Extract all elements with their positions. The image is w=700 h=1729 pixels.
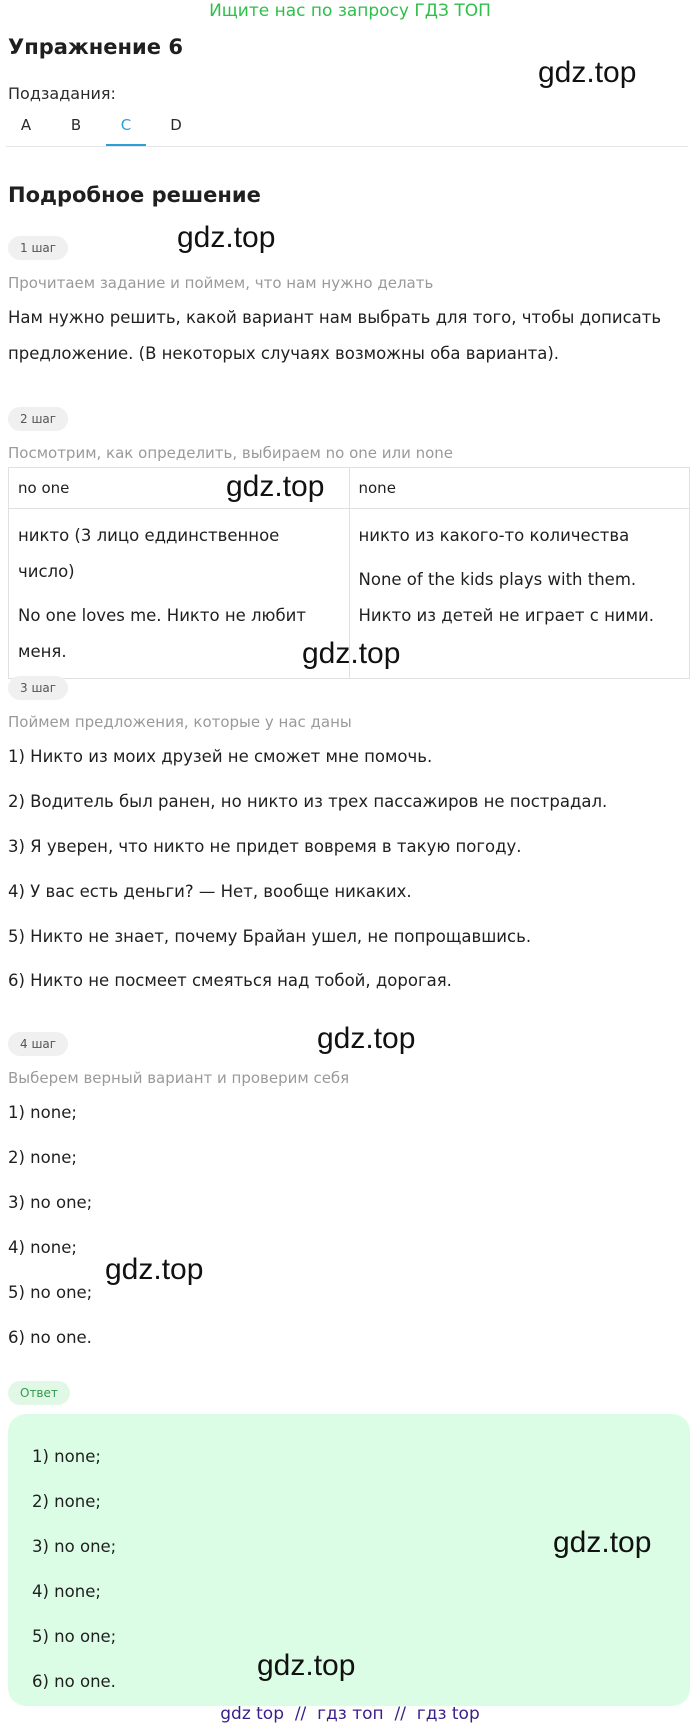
tabs-divider bbox=[6, 146, 688, 147]
step-badge: 3 шаг bbox=[8, 676, 68, 700]
table-cell bbox=[9, 509, 350, 679]
table-header-row bbox=[9, 468, 690, 509]
top-banner: Ищите нас по запросу ГДЗ ТОП bbox=[209, 1, 491, 21]
cell-text: никто из какого-то количества bbox=[358, 526, 630, 545]
answer-item: 6) no one. bbox=[32, 1672, 116, 1691]
list-item: 2) Водитель был ранен, но никто из трех пассажиров не пострадал. bbox=[8, 792, 608, 811]
cell-text: No one loves me. Никто не любит меня. bbox=[18, 606, 306, 661]
step-badge: 2 шаг bbox=[8, 407, 68, 431]
table-header-cell: no one bbox=[9, 468, 350, 509]
watermark: gdz.top bbox=[317, 1022, 416, 1055]
footer-links bbox=[0, 1704, 700, 1724]
list-item: 3) Я уверен, что никто не придет вовремя в такую погоду. bbox=[8, 837, 522, 856]
answer-item: 3) no one; bbox=[32, 1537, 117, 1556]
answer-badge: Ответ bbox=[8, 1381, 70, 1405]
subtask-tabs bbox=[6, 110, 686, 146]
list-item: 3) no one; bbox=[8, 1193, 93, 1212]
footer-separator: // bbox=[294, 1704, 307, 1724]
tab-d[interactable]: D bbox=[170, 116, 182, 134]
step-hint: Поймем предложения, которые у нас даны bbox=[8, 713, 352, 731]
step-badge: 1 шаг bbox=[8, 236, 68, 260]
table-header-cell: none bbox=[349, 468, 690, 509]
list-item: 6) no one. bbox=[8, 1328, 92, 1347]
exercise-title: Упражнение 6 bbox=[8, 35, 183, 59]
watermark: gdz.top bbox=[177, 221, 276, 254]
list-item: 6) Никто не посмеет смеяться над тобой, дорогая. bbox=[8, 971, 452, 990]
footer-link[interactable]: гдз топ bbox=[317, 1704, 384, 1724]
watermark: gdz.top bbox=[302, 637, 401, 670]
footer-separator: // bbox=[394, 1704, 406, 1724]
list-item: 5) Никто не знает, почему Брайан ушел, не попрощавшись. bbox=[8, 927, 532, 946]
solution-title: Подробное решение bbox=[8, 183, 261, 207]
answer-item: 4) none; bbox=[32, 1582, 101, 1601]
footer-link[interactable]: gdz top bbox=[220, 1704, 285, 1724]
footer-link[interactable]: гдз top bbox=[416, 1704, 480, 1724]
list-item: 4) none; bbox=[8, 1238, 77, 1257]
list-item: 2) none; bbox=[8, 1148, 77, 1167]
list-item: 1) none; bbox=[8, 1103, 77, 1122]
watermark: gdz.top bbox=[226, 470, 325, 503]
cell-text: None of the kids plays with them. bbox=[358, 570, 637, 589]
watermark: gdz.top bbox=[105, 1253, 204, 1286]
step-badge: 4 шаг bbox=[8, 1032, 68, 1056]
tab-b[interactable]: B bbox=[70, 116, 82, 134]
list-item: 5) no one; bbox=[8, 1283, 93, 1302]
subtasks-label: Подзадания: bbox=[8, 84, 116, 103]
step-hint: Выберем верный вариант и проверим себя bbox=[8, 1069, 350, 1087]
watermark: gdz.top bbox=[538, 56, 637, 89]
list-item: 1) Никто из моих друзей не сможет мне помочь. bbox=[8, 747, 433, 766]
cell-text: никто (3 лицо еддинственное число) bbox=[18, 526, 280, 581]
watermark: gdz.top bbox=[257, 1649, 356, 1682]
tab-a[interactable]: A bbox=[20, 116, 32, 134]
answer-item: 2) none; bbox=[32, 1492, 101, 1511]
tab-c[interactable]: C bbox=[106, 110, 146, 146]
answer-item: 1) none; bbox=[32, 1447, 101, 1466]
step-hint: Посмотрим, как определить, выбираем no one или none bbox=[8, 444, 454, 462]
list-item: 4) У вас есть деньги? — Нет, вообще никаких. bbox=[8, 882, 412, 901]
cell-text: Никто из детей не играет с ними. bbox=[358, 606, 654, 625]
answer-item: 5) no one; bbox=[32, 1627, 117, 1646]
watermark: gdz.top bbox=[553, 1526, 652, 1559]
step-text: Нам нужно решить, какой вариант нам выбрать для того, чтобы дописать предложение. (В некоторых случаях возможны оба варианта). bbox=[8, 308, 662, 363]
step-hint: Прочитаем задание и поймем, что нам нужно делать bbox=[8, 274, 434, 292]
